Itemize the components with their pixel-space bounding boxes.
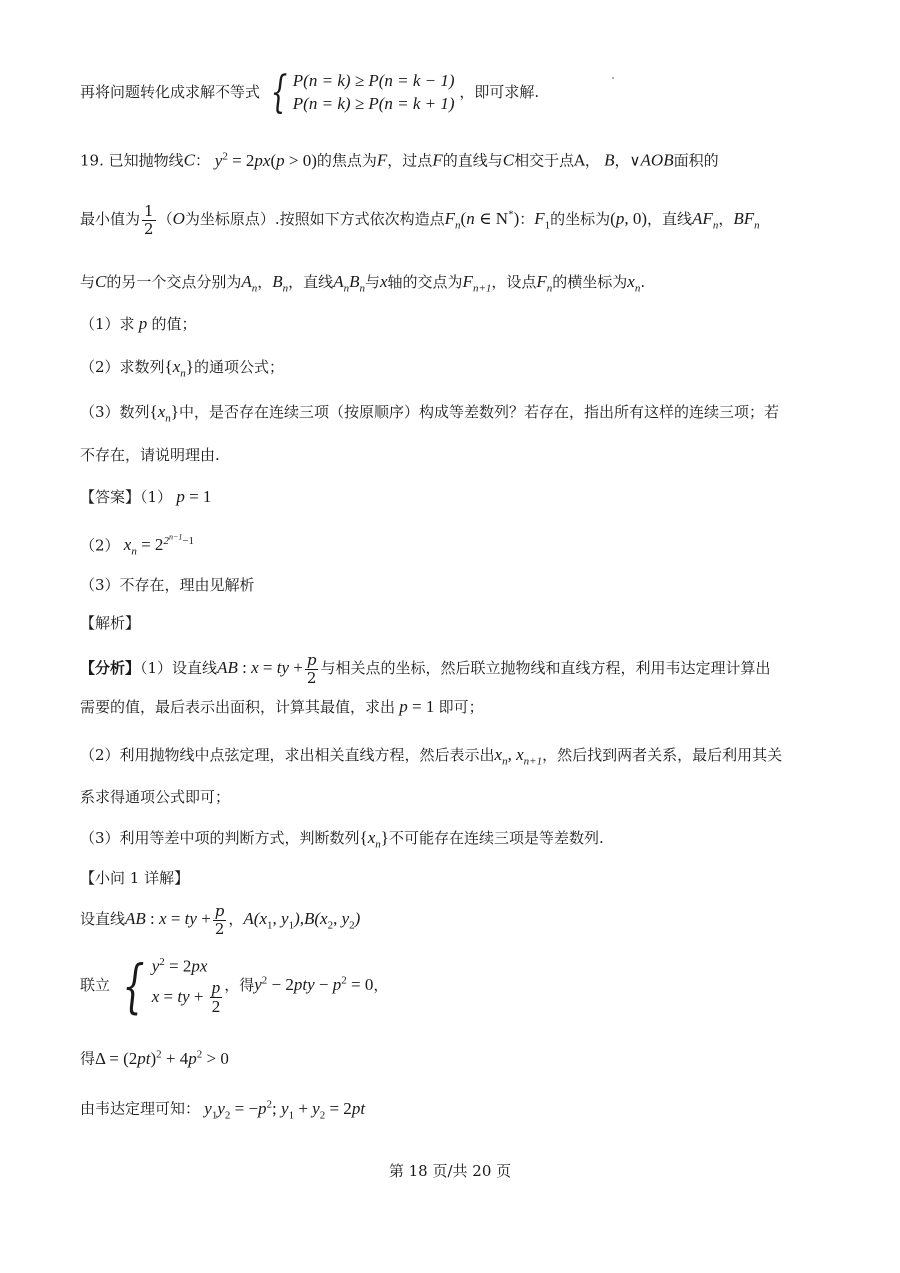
eq-parabola: $y^2 = 2px$ xyxy=(151,956,208,976)
math-seq2: $\{x_n\}$ xyxy=(149,402,179,425)
math-F1: $F_1$ xyxy=(534,209,551,232)
question-2 xyxy=(80,357,284,381)
answer-2 xyxy=(80,532,194,559)
math-seq: $\{x_n\}$ xyxy=(164,357,194,380)
text: 为坐标原点）.按照如下方式依次构造点 xyxy=(184,210,445,228)
text: ，然后找到两者关系，最后利用其关 xyxy=(542,746,783,764)
math-C3: C xyxy=(95,272,107,291)
problem-line-2 xyxy=(80,203,760,237)
text: 中，是否存在连续三项（按原顺序）构成等差数列？若存在，指出所有这样的连续三项；若 xyxy=(178,403,779,421)
math-p: p xyxy=(134,314,152,333)
text: 轴的交点为 xyxy=(387,273,463,291)
intro-line xyxy=(80,66,540,118)
math-An: $A_n$ xyxy=(241,272,258,295)
math-F2: F xyxy=(432,150,443,170)
math-AFn: $AF_n$ xyxy=(692,209,719,232)
detail-4 xyxy=(80,1098,365,1122)
answer-3 xyxy=(80,576,255,594)
math-Fn: $F_n(n$ ∈ N*) xyxy=(444,208,520,232)
text: （1） xyxy=(140,488,173,506)
math-quadratic: $y^2 - 2pty - p^2 = 0$ xyxy=(254,974,374,994)
fraction-half: $\frac{1}{2}$ xyxy=(144,202,154,238)
text: （ xyxy=(157,210,173,228)
math-AOB: AOB xyxy=(640,150,674,170)
intro-suffix: ，即可求解. xyxy=(459,82,540,101)
text: 的另一个交点分别为 xyxy=(106,273,242,291)
text: 的直线与 xyxy=(442,151,503,170)
inequality-2: P(n = k) ≥ P(n = k + 1) xyxy=(292,93,455,113)
analysis-2-cont xyxy=(80,788,230,806)
math-seq3: $\{x_n\}$ xyxy=(359,828,389,851)
analysis-3 xyxy=(80,828,604,852)
fraction-p-2: $\frac{p}{2}$ xyxy=(306,651,317,687)
text: ， xyxy=(373,975,389,994)
text: 的坐标为 xyxy=(550,210,611,228)
scan-dot xyxy=(612,77,614,79)
math-C2: C xyxy=(502,150,515,170)
text: （1）设直线 xyxy=(140,659,218,677)
text: ，设点 xyxy=(491,273,537,291)
question-3-cont xyxy=(80,446,220,464)
math-AB-line: AB : x = ty + xyxy=(217,658,303,677)
text: 【解析】 xyxy=(80,614,141,632)
math-Fn2: $F_n$ xyxy=(536,272,553,295)
math-p-1: p = 1 xyxy=(395,697,435,716)
text: （2）利用抛物线中点弦定理，求出相关直线方程，然后表示出 xyxy=(80,746,495,764)
math-discriminant: $\Delta = (2pt)^2 + 4p^2 > 0$ xyxy=(95,1048,229,1068)
math-BFn: $BF_n$ xyxy=(733,209,760,232)
fraction-p-2b: $\frac{p}{2}$ xyxy=(214,902,225,938)
text: 与相关点的坐标，然后联立抛物线和直线方程，利用韦达定理计算出 xyxy=(320,659,771,677)
math-xn: $x_n$ xyxy=(627,272,641,295)
answer-label: 【答案】 xyxy=(80,488,141,506)
text: ，直线 xyxy=(288,273,334,291)
math-vieta: $y_1y_2 = -p^2$; $y_1 + y_2 = 2pt$ xyxy=(200,1098,366,1122)
problem-line-1: 19. 已知抛物线C： $y^2 = 2px(p > 0)$的焦点为F，过点F的直线与C相交于点A， B，∨AOB面积的 xyxy=(80,150,719,170)
math-x: x xyxy=(379,272,388,291)
text: 得 xyxy=(80,1049,96,1068)
equation-system xyxy=(115,951,224,1020)
text: 面积的 xyxy=(673,151,719,170)
text: 不存在，请说明理由. xyxy=(80,446,220,464)
text: 与 xyxy=(80,273,96,291)
text: ，得 xyxy=(224,975,255,994)
problem-number: 19. xyxy=(80,151,104,170)
problem-line-3 xyxy=(80,272,645,296)
inequality-1: P(n = k) ≥ P(n = k − 1) xyxy=(292,71,455,90)
detail-1 xyxy=(80,903,360,937)
intro-prefix: 再将问题转化成求解不等式 xyxy=(80,82,261,101)
text: 已知抛物线 xyxy=(108,151,184,170)
math-F: F xyxy=(376,150,388,170)
math-Fn1: $F_{n+1}$ xyxy=(462,272,492,295)
math-p0: (p, 0) xyxy=(610,209,648,228)
detail-label xyxy=(80,869,189,887)
math-O: O xyxy=(172,209,185,228)
math-p-eq-1: p = 1 xyxy=(172,487,212,506)
text: 需要的值，最后表示出面积，计算其最值，求出 xyxy=(80,698,396,716)
analysis-label xyxy=(80,614,140,632)
text: ，过点 xyxy=(387,151,433,170)
answer-1 xyxy=(80,487,211,507)
math-xn-formula: $x_n = 2^{2^{n-1}-1}$ xyxy=(119,532,195,558)
question-3 xyxy=(80,402,779,426)
math-B: B xyxy=(599,150,615,170)
text: 的横坐标为 xyxy=(552,273,628,291)
text: 设直线 xyxy=(80,910,126,928)
eq-line: x = ty + $\frac{p}{2}$ xyxy=(151,977,221,1017)
text: 即可； xyxy=(438,698,484,716)
text: 的值； xyxy=(151,315,197,333)
text: ， xyxy=(228,910,244,928)
text: （1）求 xyxy=(80,315,135,333)
text: 由韦达定理可知： xyxy=(80,1099,201,1118)
text: 相交于点A， xyxy=(514,151,600,170)
analysis-1-cont xyxy=(80,697,484,717)
text: （3）数列 xyxy=(80,403,150,421)
text: ，∨ xyxy=(614,151,641,170)
math-xn-xn1: $x_n$, $x_{n+1}$ xyxy=(494,745,543,768)
text: ： xyxy=(519,210,535,228)
text: 【分析】 xyxy=(80,659,141,677)
text: 的通项公式； xyxy=(193,358,284,376)
text: ， xyxy=(257,273,273,291)
text: （3）利用等差中项的判断方式，判断数列 xyxy=(80,829,360,847)
text: . xyxy=(640,273,646,291)
text: 的焦点为 xyxy=(316,151,377,170)
math-parabola: $y^2 = 2px(p > 0)$ xyxy=(214,150,317,170)
math-C: C xyxy=(183,150,195,170)
text: 联立 xyxy=(80,975,111,994)
inequality-system xyxy=(265,66,455,118)
question-1 xyxy=(80,314,197,334)
left-brace: { xyxy=(270,66,288,118)
text: ，直线 xyxy=(647,210,693,228)
text: ， xyxy=(718,210,734,228)
math-AnBn: $A_nB_n$ xyxy=(333,272,365,295)
text: 系求得通项公式即可； xyxy=(80,788,231,806)
text: （3）不存在，理由见解析 xyxy=(80,576,255,594)
detail-3 xyxy=(80,1048,229,1069)
left-brace: { xyxy=(122,951,145,1020)
analysis-1 xyxy=(80,652,770,686)
detail-2 xyxy=(80,951,389,1020)
text: （2） xyxy=(80,536,120,555)
text: 不可能存在连续三项是等差数列. xyxy=(388,829,604,847)
page-footer: 第 18 页/共 20 页 xyxy=(388,1162,512,1180)
analysis-2 xyxy=(80,745,782,769)
text: （2）求数列 xyxy=(80,358,165,376)
text: 最小值为 xyxy=(80,210,141,228)
math-AB-line2: AB : x = ty + xyxy=(125,909,211,928)
math-points: $A(x_1$, $y_1),B(x_2$, $y_2$) xyxy=(243,909,361,932)
math-Bn: $B_n$ xyxy=(272,272,289,295)
text: 与 xyxy=(364,273,380,291)
text: 【小问 1 详解】 xyxy=(80,869,190,887)
